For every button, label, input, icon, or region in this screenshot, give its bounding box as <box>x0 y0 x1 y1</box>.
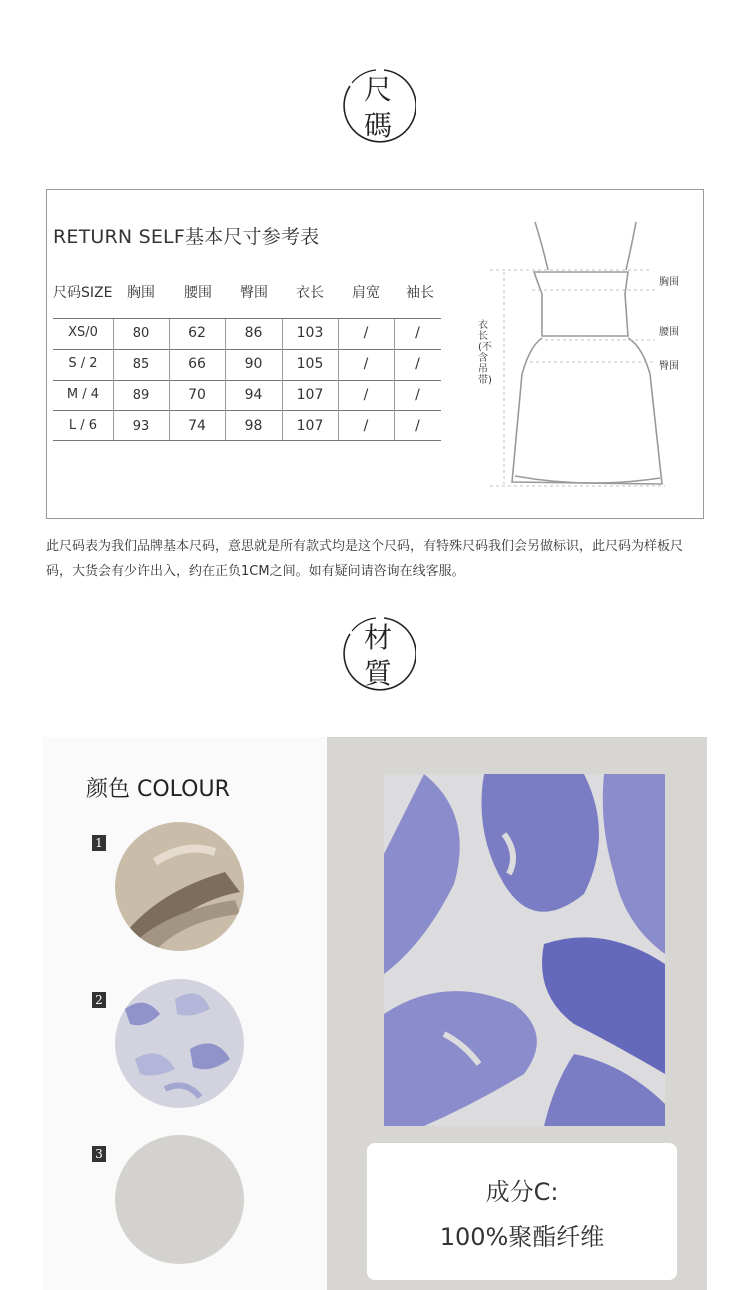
table-cell: 74 <box>188 418 206 434</box>
table-cell: 103 <box>296 325 324 341</box>
table-rule <box>53 410 441 411</box>
table-cell: / <box>415 356 420 372</box>
swatch-2-pattern <box>115 979 244 1108</box>
table-cell: 93 <box>132 419 150 434</box>
swatch-3[interactable] <box>115 1135 244 1264</box>
table-rule <box>53 380 441 381</box>
seal-char-bottom: 質 <box>363 657 392 690</box>
swatch-number: 3 <box>92 1146 106 1162</box>
table-cell: XS/0 <box>68 325 98 340</box>
swatch-1-pattern <box>115 822 244 951</box>
header-waist: 腰围 <box>184 285 212 301</box>
table-cell: / <box>415 418 420 434</box>
table-cell: M / 4 <box>66 387 100 402</box>
table-cell: 105 <box>296 356 324 372</box>
header-shoulder: 肩宽 <box>352 285 380 301</box>
swatch-number: 1 <box>92 835 106 851</box>
size-chart-title: RETURN SELF基本尺寸参考表 <box>53 226 320 248</box>
fabric-closeup <box>384 774 665 1126</box>
table-cell: S / 2 <box>68 356 98 371</box>
table-cell: / <box>415 387 420 403</box>
size-note: 此尺码表为我们品牌基本尺码，意思就是所有款式均是这个尺码，有特殊尺码我们会另做标识，此尺码为样板尺码，大货会有少许出入，约在正负1CM之间。如有疑问请咨询在线客服。 <box>46 539 684 579</box>
table-cell: 94 <box>244 387 263 403</box>
table-cell: / <box>415 325 420 341</box>
swatch-1[interactable] <box>115 822 244 951</box>
header-sleeve: 袖长 <box>406 285 434 301</box>
table-cell: 85 <box>132 357 150 372</box>
table-cell: 98 <box>244 418 263 434</box>
table-cell: 90 <box>244 356 263 372</box>
composition-value: 100%聚酯纤维 <box>439 1223 605 1251</box>
size-section-seal <box>340 66 416 146</box>
swatch-number: 2 <box>92 992 106 1008</box>
seal-char-top: 材 <box>363 621 392 654</box>
label-chest: 胸围 <box>659 277 679 288</box>
composition-card <box>367 1143 677 1280</box>
table-cell: L / 6 <box>68 418 98 433</box>
table-cell: 80 <box>132 326 150 341</box>
table-rule <box>53 349 441 350</box>
seal-char-top: 尺 <box>363 73 392 106</box>
table-cell: 86 <box>244 325 263 341</box>
table-cell: / <box>363 418 369 434</box>
table-rule <box>53 318 441 319</box>
header-length: 衣长 <box>296 285 324 301</box>
material-section-seal <box>340 614 416 694</box>
table-cell: 107 <box>296 418 324 434</box>
seal-char-bottom: 碼 <box>363 109 392 142</box>
label-waist: 腰围 <box>659 327 679 338</box>
table-rule <box>53 440 441 441</box>
table-cell: 107 <box>296 387 324 403</box>
table-cell: / <box>363 387 369 403</box>
header-hip: 臀围 <box>240 285 268 301</box>
swatch-2[interactable] <box>115 979 244 1108</box>
table-cell: / <box>363 325 369 341</box>
table-cell: / <box>363 356 369 372</box>
header-chest: 胸围 <box>127 285 155 301</box>
table-cell: 66 <box>188 356 206 372</box>
label-length: 衣长(不含吊带) <box>478 320 492 386</box>
table-cell: 62 <box>188 325 206 341</box>
composition-label: 成分C: <box>485 1178 559 1206</box>
table-cell: 70 <box>188 387 206 403</box>
colour-title: 颜色 COLOUR <box>86 777 230 802</box>
header-size: 尺码SIZE <box>53 285 113 301</box>
table-cell: 89 <box>132 388 150 403</box>
label-hip: 臀围 <box>659 361 679 372</box>
fabric-pattern <box>384 774 665 1126</box>
